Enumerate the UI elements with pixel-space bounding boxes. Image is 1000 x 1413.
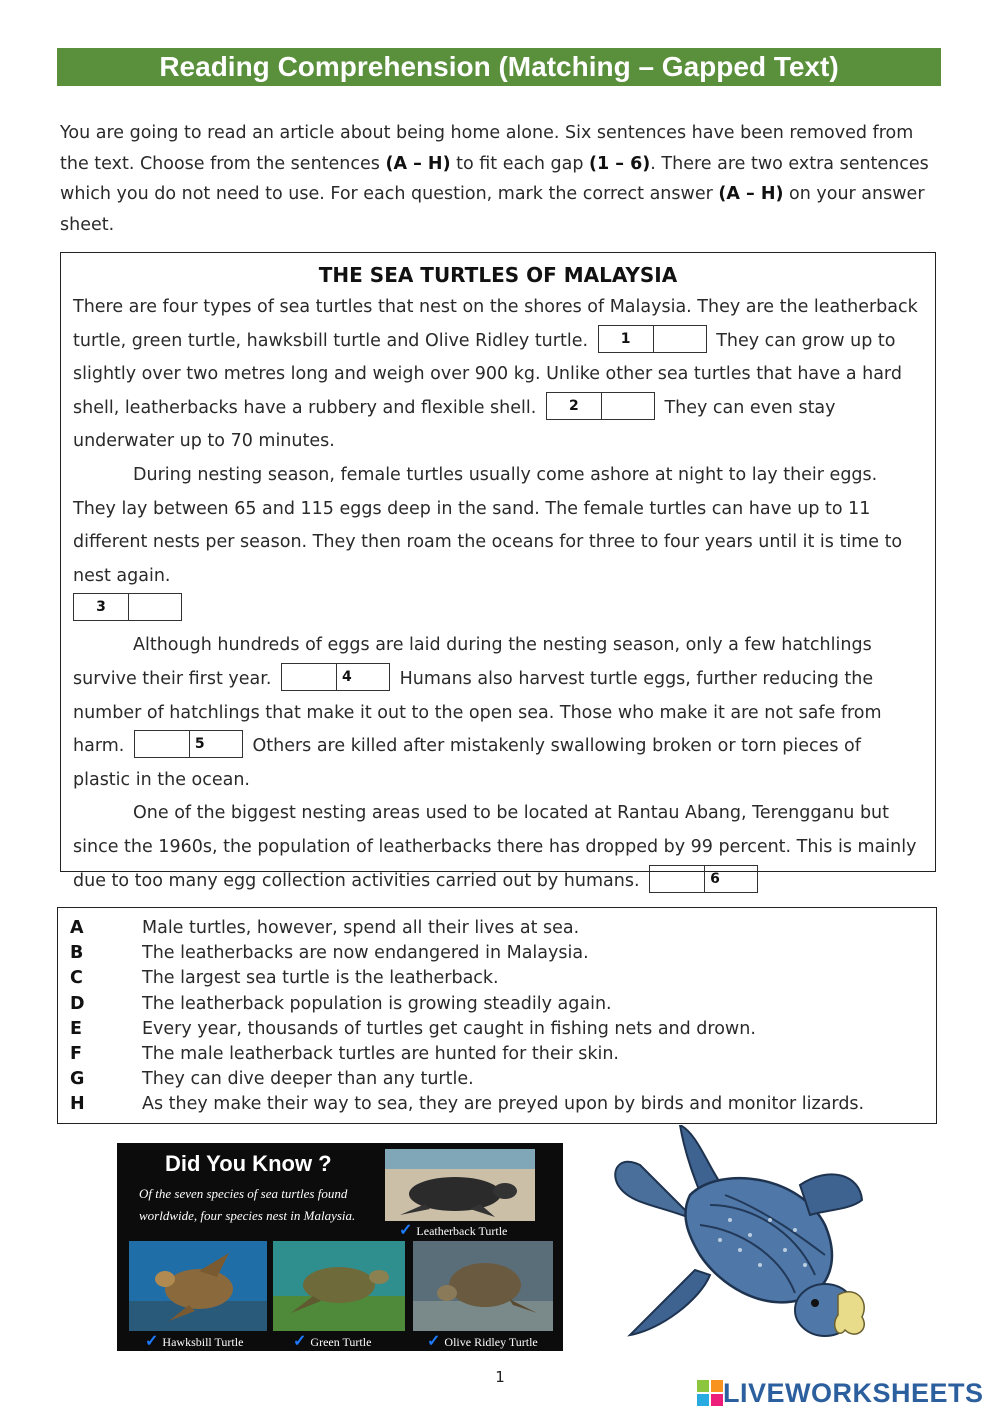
hawksbill-caption-text: Hawksbill Turtle: [162, 1335, 244, 1349]
check-icon: ✓: [427, 1333, 441, 1350]
option-text: The male leatherback turtles are hunted for their skin.: [142, 1044, 619, 1065]
gap-answer-field[interactable]: [337, 664, 389, 690]
gap-5-answer-box[interactable]: [134, 730, 243, 758]
option-letter: H: [70, 1094, 85, 1115]
option-letter: D: [70, 993, 85, 1014]
paragraph-4: [73, 797, 923, 898]
paragraph-1-text-a: There are four types of sea turtles that nest on the shores of Malaysia. They are the leatherback turtle, green turtle, hawksbill turtle and Olive Ridley turtle.: [73, 297, 918, 351]
gap-6-answer-box[interactable]: [649, 865, 758, 893]
paragraph-3-text-a: Although hundreds of eggs are laid during the nesting season, only a few hatchlings survive their first year.: [73, 635, 872, 689]
article-title: THE SEA TURTLES OF MALAYSIA: [318, 263, 678, 287]
option-item: [58, 941, 936, 966]
olive-ridley-caption-text: Olive Ridley Turtle: [444, 1335, 538, 1349]
option-letter: F: [70, 1044, 82, 1065]
option-text: The largest sea turtle is the leatherback.: [142, 968, 499, 989]
check-icon: ✓: [145, 1333, 159, 1350]
gap-3-answer-box[interactable]: [73, 593, 182, 621]
leatherback-turtle-illustration: [600, 1125, 880, 1355]
option-text: Every year, thousands of turtles get caught in fishing nets and drown.: [142, 1018, 756, 1039]
leatherback-caption-text: Leatherback Turtle: [416, 1224, 508, 1238]
paragraph-1-text-c: They can even stay underwater up to 70 minutes.: [73, 397, 836, 452]
hawksbill-caption: [145, 1331, 243, 1351]
option-item: [58, 916, 936, 941]
did-you-know-text: Of the seven species of sea turtles found worldwide, four species nest in Malaysia.: [139, 1186, 356, 1223]
option-item: [58, 1042, 936, 1067]
gap-answer-field[interactable]: [654, 326, 706, 352]
paragraph-3-text-b: Humans also harvest turtle eggs, further reducing the number of hatchlings that make it out to the open sea. Those who make it are not safe from harm.: [73, 668, 882, 757]
option-item: [58, 1067, 936, 1092]
option-letter: C: [70, 968, 83, 989]
liveworksheets-logo-icon: [697, 1380, 723, 1406]
instructions-text-3: . There are two extra sentences which you do not need to use. For each question, mark the correct answer: [60, 153, 929, 204]
paragraph-2-gap-line: [73, 593, 923, 629]
liveworksheets-logo-text: LIVEWORKSHEETS: [723, 1377, 984, 1408]
option-item: [58, 1092, 936, 1117]
gap-number: 2: [547, 393, 602, 419]
instructions: [60, 118, 940, 240]
green-turtle-photo: [273, 1241, 405, 1331]
gap-number: 5: [135, 731, 190, 757]
gap-number: 1: [599, 326, 654, 352]
option-item: [58, 966, 936, 991]
option-letter: G: [70, 1069, 85, 1090]
gap-4-answer-box[interactable]: [281, 663, 390, 691]
option-text: The leatherback population is growing steadily again.: [142, 993, 612, 1014]
page-number: 1: [495, 1368, 505, 1386]
instructions-text-2: to fit each gap: [450, 153, 589, 174]
option-text: They can dive deeper than any turtle.: [142, 1069, 474, 1090]
gap-answer-field[interactable]: [190, 731, 242, 757]
instructions-range-2: (1 – 6): [589, 153, 651, 174]
instructions-range-1: (A – H): [385, 153, 451, 174]
hawksbill-turtle-photo: [129, 1241, 267, 1331]
paragraph-2-text: During nesting season, female turtles usually come ashore at night to lay their eggs. They lay between 65 and 115 eggs deep in the sand. The female turtles can have up to 11 different nests per season. They then roam the oceans for three to four years until it is time to nest again.: [73, 464, 903, 586]
did-you-know-title: Did You Know ?: [165, 1151, 332, 1176]
instructions-text-1: You are going to read an article about being home alone. Six sentences have been removed from the text. Choose from the sentences: [60, 123, 914, 174]
paragraph-1: [73, 291, 923, 459]
green-caption: [293, 1331, 371, 1351]
leatherback-turtle-photo: [385, 1149, 535, 1221]
option-text: The leatherbacks are now endangered in Malaysia.: [142, 943, 589, 964]
option-text: Male turtles, however, spend all their lives at sea.: [142, 918, 580, 938]
paragraph-3-text-c: Others are killed after mistakenly swallowing broken or torn pieces of plastic in the ocean.: [73, 736, 861, 790]
article-body: [61, 291, 935, 898]
paragraph-3: [73, 629, 923, 797]
gap-number: 4: [282, 664, 337, 690]
olive-ridley-caption: [427, 1331, 538, 1351]
instructions-range-3: (A – H): [718, 184, 784, 204]
gap-answer-field[interactable]: [705, 866, 757, 892]
liveworksheets-logo: [697, 1378, 984, 1408]
options-box: [57, 907, 937, 1124]
option-item: [58, 992, 936, 1017]
option-text: As they make their way to sea, they are preyed upon by birds and monitor lizards.: [142, 1094, 865, 1115]
did-you-know-panel: [117, 1143, 563, 1351]
gap-answer-field[interactable]: [602, 393, 654, 419]
leatherback-caption: [399, 1220, 507, 1240]
paragraph-1-text-b: They can grow up to slightly over two metres long and weigh over 900 kg. Unlike other sea turtles that have a hard shell, leatherbacks have a rubbery and flexible shell.: [73, 330, 902, 418]
option-letter: A: [70, 918, 84, 938]
olive-ridley-turtle-photo: [413, 1241, 553, 1331]
paragraph-2: [73, 459, 923, 593]
green-caption-text: Green Turtle: [310, 1335, 372, 1349]
page-title: Reading Comprehension (Matching – Gapped Text): [57, 48, 941, 86]
option-item: [58, 1017, 936, 1042]
option-letter: B: [70, 943, 84, 964]
gap-answer-field[interactable]: [129, 594, 181, 620]
gap-number: 6: [650, 866, 705, 892]
gap-1-answer-box[interactable]: [598, 325, 707, 353]
instructions-text-4: on your answer sheet.: [60, 184, 925, 235]
check-icon: ✓: [399, 1222, 413, 1239]
gap-2-answer-box[interactable]: [546, 392, 655, 420]
paragraph-4-text: One of the biggest nesting areas used to be located at Rantau Abang, Terengganu but since the 1960s, the population of leatherbacks there has dropped by 99 percent. This is mainly due to too many egg collection activities carried out by humans.: [73, 803, 917, 891]
article-box: [60, 252, 936, 891]
gap-number: 3: [74, 594, 129, 620]
check-icon: ✓: [293, 1333, 307, 1350]
option-letter: E: [70, 1018, 82, 1039]
